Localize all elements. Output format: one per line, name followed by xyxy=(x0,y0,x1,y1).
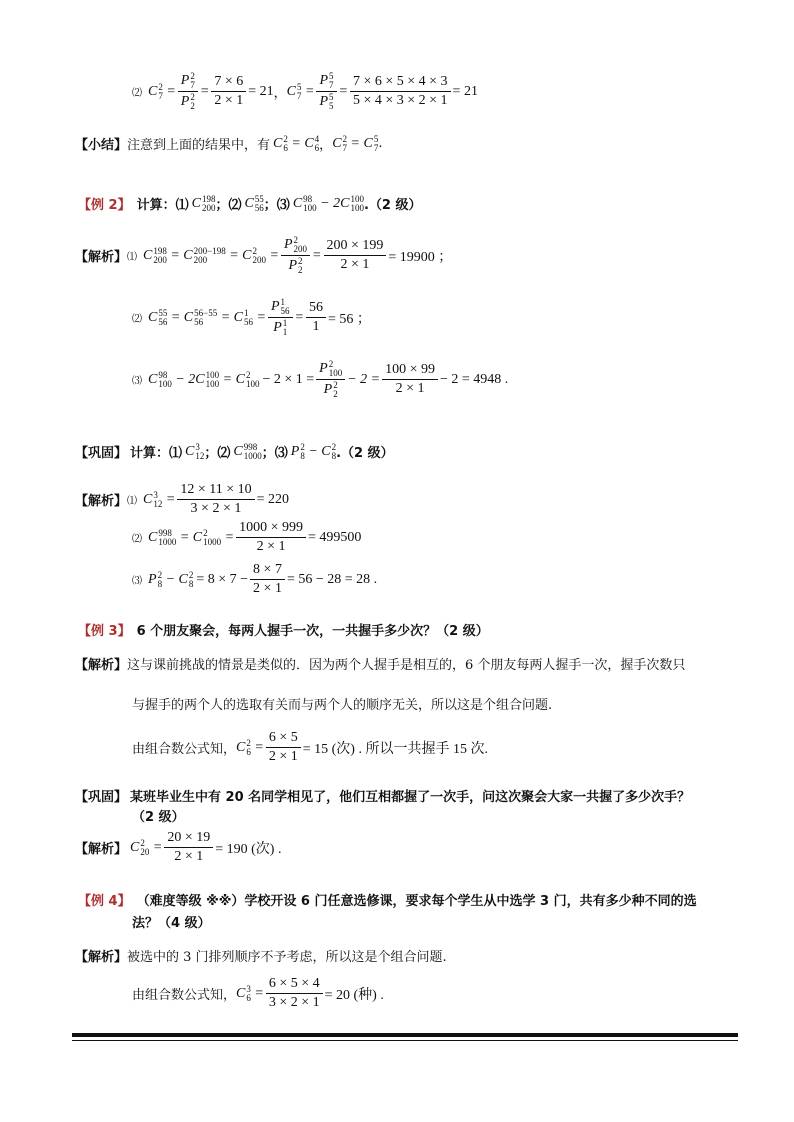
consolidate1-question: 【巩固】 计算：⑴ C 3 12 ；⑵ C 998 1000 ；⑶ P 2 8 − C 2 8 .（2 级） xyxy=(75,441,394,461)
consolidate2-solution: 【解析】 C 2 20 = $\frac{20 \times 19}{2 \times 1}$ = 190 (次) . xyxy=(75,830,282,865)
example3-tag: 【例 3】 xyxy=(78,624,131,639)
example2-solution-2: ⑵ C 55 56 = C 56−55 56 = C 1 56 = P 1 56 P 1 1 = $\frac{56}{1}$ = 56 ； xyxy=(132,297,371,337)
footer-rule-thin xyxy=(72,1040,738,1041)
fraction-p75-over-p55: P 5 7 P 5 5 xyxy=(316,72,336,111)
consolidate1-tag: 【巩固】 xyxy=(75,446,128,461)
example2-text: 计算：⑴ xyxy=(136,198,189,213)
example3-solution-line1: 【解析】 这与课前挑战的情景是类似的．因为两个人握手是相互的，6 个朋友每两人握手一次，握手次数只 xyxy=(75,658,686,673)
summary-tag: 【小结】 xyxy=(75,138,128,153)
fraction-2: $\frac{7 \times 6 \times 5 \times 4 \times 3}{5 \times 4 \times 3 \times 2 \times 1}$ xyxy=(350,74,451,109)
example4-solution-line2: 由组合数公式知， C 3 6 = $\frac{6 \times 5 \times 4}{3 \times 2 \times 1}$ = 20 (种) . xyxy=(132,976,384,1011)
result-2: = 21 xyxy=(452,83,478,99)
consolidate1-solution-2: ⑵ C 998 1000 = C 2 1000 = $\frac{1000 \times 999}{2 \times 1}$ = 499500 xyxy=(132,520,362,555)
fraction-1: $\frac{7 \times 6}{2 \times 1}$ xyxy=(211,74,246,109)
example3-question xyxy=(78,620,489,639)
example2-solution-3: ⑶ C 98 100 − 2C 100 100 = C 2 100 − 2 × 1 = P 2 100 P 2 2 − 2 = $\frac{100 \times 99}{2 \times 1}$ − 2 = 4948 . xyxy=(132,359,509,399)
example2-question: 【例 2】 计算：⑴ C 198 200 ；⑵ C 55 56 ；⑶ C 98 100 − 2C 100 100 .（2 级） xyxy=(78,193,422,213)
part-label: ⑵ xyxy=(132,88,142,99)
consolidate2-question-line2: （2 级） xyxy=(132,810,185,825)
example4-question-line2: 法？（4 级） xyxy=(132,916,211,931)
example2-tag: 【例 2】 xyxy=(78,198,131,213)
example4-tag: 【例 4】 xyxy=(78,894,131,909)
example1-part2-line: ⑵ C 2 7 = P 2 7 P 2 2 = $\frac{7 \times 6}{2 \times 1}$ = 21 ， C 5 7 = P 5 7 P 5 5 = $\frac{7 \times 6 \times 5 \times 4 \times 3}{5 \times 4 \times 3 \times 2 \times 1}$ = 21 xyxy=(132,71,478,111)
example4-question-line1: 【例 4】 （难度等级 ※※）学校开设 6 门任意选修课，要求每个学生从中选学 3 门，共有多少种不同的选 xyxy=(78,890,697,909)
example3-text: 6 个朋友聚会，每两人握手一次，一共握手多少次？（2 级） xyxy=(136,624,489,639)
summary-line: 【小结】 注意到上面的结果中，有 C 2 6 = C 4 6 ， C 2 7 = C 5 7 . xyxy=(75,133,383,153)
example4-solution-line1: 【解析】 被选中的 3 门排列顺序不予考虑，所以这是个组合问题. xyxy=(75,950,447,965)
example3-solution-line2: 与握手的两个人的选取有关而与两个人的顺序无关，所以这是个组合问题. xyxy=(132,698,553,713)
formula-c75: C 5 7 = xyxy=(286,81,315,101)
consolidate2-question-line1: 【巩固】 某班毕业生中有 20 名同学相见了，他们互相都握了一次手，问这次聚会大家一共握了多少次手？ xyxy=(75,790,691,805)
example3-solution-line3: 由组合数公式知， C 2 6 = $\frac{6 \times 5}{2 \times 1}$ = 15 (次) . 所以一共握手 15 次. xyxy=(132,730,488,765)
result-1: = 21 xyxy=(248,83,274,99)
consolidate1-solution-3: ⑶ P 2 8 − C 2 8 = 8 × 7 − $\frac{8 \times 7}{2 \times 1}$ = 56 − 28 = 28 . xyxy=(132,562,378,597)
example2-solution-1: 【解析】 ⑴ C 198 200 = C 200−198 200 = C 2 200 = P 2 200 P 2 2 = $\frac{200 \times 199}{2 \times 1}$ = 19900 ； xyxy=(75,235,453,275)
consolidate1-solution-1: 【解析】 ⑴ C 3 12 = $\frac{12 \times 11 \times 10}{3 \times 2 \times 1}$ = 220 xyxy=(75,482,289,517)
summary-text: 注意到上面的结果中，有 xyxy=(127,138,271,153)
fraction-p72-over-p22: P 2 7 P 2 2 xyxy=(178,72,198,111)
solution-tag: 【解析】 xyxy=(75,250,128,265)
formula-c72: C 2 7 = xyxy=(148,81,176,101)
footer-rule-thick xyxy=(72,1033,738,1037)
